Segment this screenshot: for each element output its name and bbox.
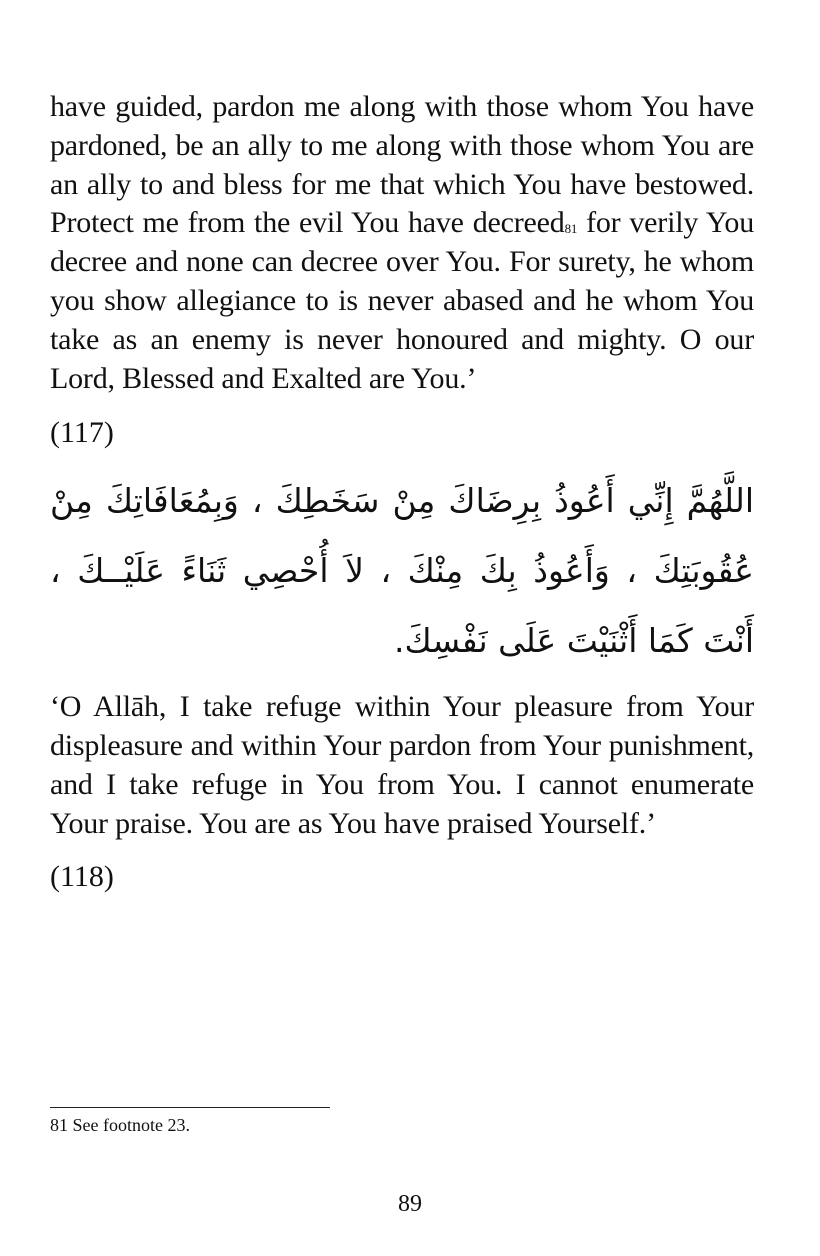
page-number: 89 — [398, 1191, 422, 1217]
footnote-81: 81 See footnote 23. — [50, 1115, 190, 1135]
supplication-number-118: (118) — [50, 859, 114, 893]
paragraph-text-before-ref: have guided, pardon me along with those whom You have pardoned, be an ally to me along with those whom You are an ally to and bless for me that which You have bestowed. Protect me from the evil You have decreed — [50, 90, 754, 240]
footnote-reference[interactable]: 81 — [564, 221, 578, 237]
paragraph-text-after-ref: for verily You decree and none can decree over You. For surety, he whom you show allegiance to is never abased and he whom You take as an enemy is never honoured and mighty. O our Lord, Blessed and Exalted are You.’ — [50, 206, 754, 395]
supplication-number-117: (117) — [50, 416, 114, 450]
arabic-supplication: اللَّهُمَّ إِنِّي أَعُوذُ بِرِضَاكَ مِنْ سَخَطِكَ ، وَبِمُعَافَاتِكَ مِنْ عُقُوبَتِكَ ، وَأَعُوذُ بِكَ مِنْكَ ، لاَ أُحْصِي ثَنَاءً عَلَيْــكَ ، أَنْتَ كَمَا أَثْنَيْتَ عَلَى نَفْسِكَ. — [50, 481, 754, 661]
paragraph-translation-117: ‘O Allāh, I take refuge within Your pleasure from Your displeasure and within Your pardon from Your punishment, and I take refuge in You from You. I cannot enumerate Your praise. You are as You have praised Yourself.’ — [50, 690, 754, 840]
paragraph-translation-116 — [50, 88, 754, 398]
page-body — [50, 88, 754, 896]
footnote-divider — [50, 1107, 330, 1108]
